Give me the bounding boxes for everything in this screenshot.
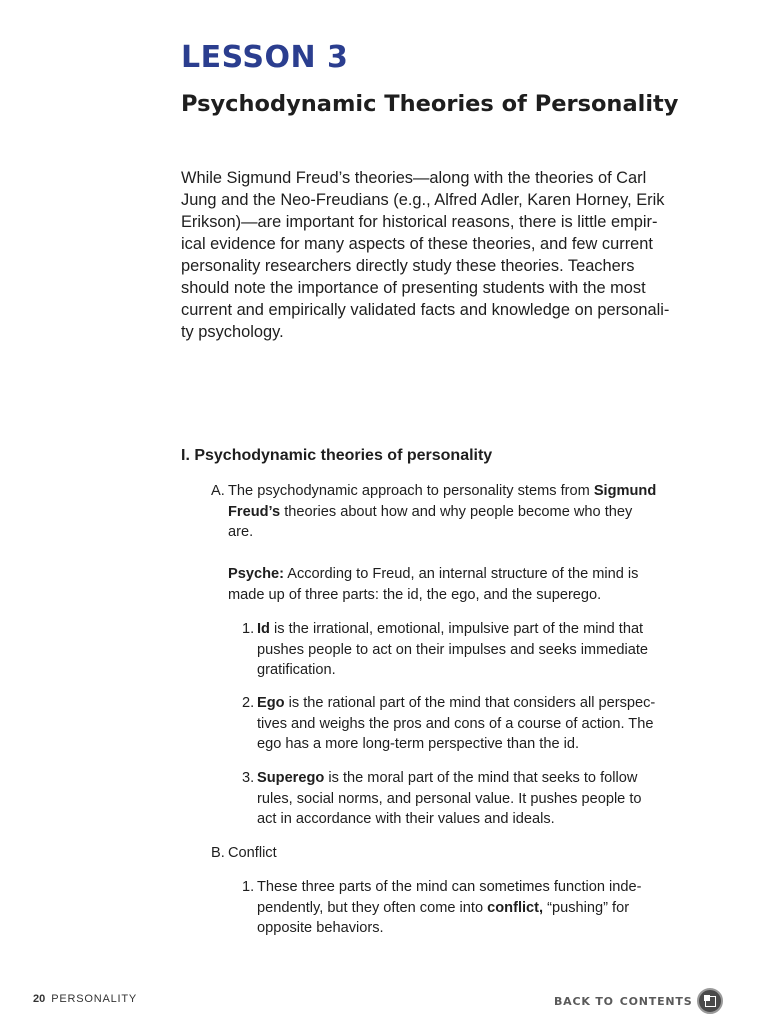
text-line: Conflict <box>228 845 277 861</box>
conflict-description <box>257 877 642 939</box>
text-line: act in accordance with their values and ideals. <box>257 811 555 828</box>
id-definition <box>257 619 648 681</box>
contents-book-icon[interactable] <box>697 988 723 1014</box>
text-run: According to Freud, an internal structure of the mind is <box>283 566 639 582</box>
intro-line: ty psychology. <box>181 323 284 341</box>
section-heading: I. Psychodynamic theories of personality <box>181 447 493 464</box>
text-run: theories about how and why people become who they <box>280 503 633 520</box>
text-line: rules, social norms, and personal value. It pushes people to <box>257 790 642 807</box>
text-run[interactable]: BACK TO <box>554 994 614 1008</box>
page-number: 20 <box>33 993 46 1005</box>
intro-line: While Sigmund Freud’s theories—along with the theories of Carl <box>181 169 647 187</box>
lesson-number: LESSON 3 <box>181 40 349 75</box>
outline-marker-b: B. <box>211 845 225 861</box>
footer-section-label: PERSONALITY <box>51 993 138 1005</box>
conflict-heading <box>228 843 277 864</box>
bold-term: Id <box>257 621 270 637</box>
intro-paragraph <box>181 167 681 343</box>
bold-term: Superego <box>257 770 325 786</box>
text-run: pendently, but they often come into <box>257 899 488 916</box>
bold-term: Freud’s <box>228 503 281 520</box>
page-corner-shape <box>704 995 710 1001</box>
text-run: “pushing” for <box>543 899 630 916</box>
text-line <box>228 481 656 502</box>
intro-line: Erikson)—are important for historical reasons, there is little empir- <box>181 213 658 231</box>
text-run[interactable]: CONTENTS <box>619 994 693 1008</box>
lesson-title: Psychodynamic Theories of Personality <box>181 91 679 117</box>
bold-term: Sigmund <box>593 483 657 499</box>
text-line: opposite behaviors. <box>257 920 384 937</box>
intro-line: Jung and the Neo-Freudians (e.g., Alfred Adler, Karen Horney, Erik <box>181 191 665 209</box>
text-run: is the rational part of the mind that considers all perspec- <box>284 695 656 711</box>
text-run: is the moral part of the mind that seeks to follow <box>324 770 638 786</box>
outline-marker-1: 1. <box>242 621 255 637</box>
bold-term: Ego <box>257 695 285 711</box>
outline-marker-b1: 1. <box>242 879 255 895</box>
back-to-contents-label[interactable] <box>554 995 692 1008</box>
text-line <box>257 693 655 714</box>
text-line: are. <box>228 524 254 541</box>
superego-definition <box>257 768 642 830</box>
text-line: made up of three parts: the id, the ego, and the superego. <box>228 586 602 603</box>
text-line <box>257 898 642 919</box>
text-line: pushes people to act on their impulses and seeks immediate <box>257 641 649 658</box>
intro-line: current and empirically validated facts and knowledge on personali- <box>181 301 670 319</box>
text-line <box>257 619 648 640</box>
page-footer <box>33 993 137 1005</box>
intro-line: personality researchers directly study these theories. Teachers <box>181 257 635 275</box>
psyche-definition <box>228 564 638 605</box>
back-to-contents-link[interactable] <box>554 986 723 1016</box>
text-line: ego has a more long-term perspective than the id. <box>257 736 580 753</box>
intro-line: ical evidence for many aspects of these theories, and few current <box>181 235 653 253</box>
bold-term: Psyche: <box>228 566 284 582</box>
bold-term: conflict, <box>487 899 544 916</box>
text-line <box>257 768 642 789</box>
text-line <box>228 502 656 523</box>
text-line: These three parts of the mind can sometimes function inde- <box>257 879 642 895</box>
intro-line: should note the importance of presenting students with the most <box>181 279 646 297</box>
text-line: gratification. <box>257 662 336 679</box>
ego-definition <box>257 693 655 755</box>
outline-marker-a: A. <box>211 483 225 499</box>
outline-marker-3: 3. <box>242 770 255 786</box>
text-line <box>228 564 638 585</box>
outline-marker-2: 2. <box>242 695 255 711</box>
text-line: tives and weighs the pros and cons of a course of action. The <box>257 715 654 732</box>
outline-item-a <box>228 481 656 543</box>
text-run: is the irrational, emotional, impulsive part of the mind that <box>269 621 644 637</box>
text-run: The psychodynamic approach to personality stems from <box>228 483 594 499</box>
